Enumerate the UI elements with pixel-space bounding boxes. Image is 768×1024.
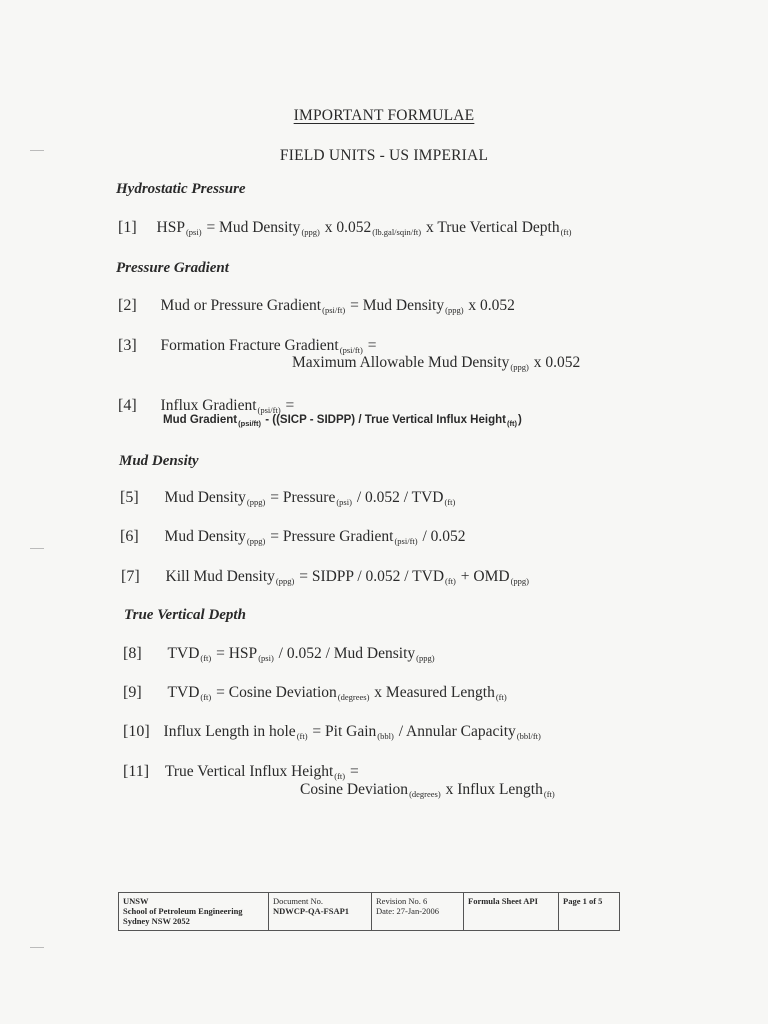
- footer-org-name: UNSW: [123, 896, 149, 906]
- scan-edge-mark: [30, 947, 44, 948]
- footer-page-number: Page 1 of 5: [563, 896, 603, 906]
- formula-5: [5] Mud Density$_{(ppg)}$ = Pressure$_{(psi)}$ / $0.052 / TVD_{(ft)}$: [120, 489, 456, 507]
- formula-11-continued: Cosine Deviation$_{(degrees)}$ x Influx Length$_{(ft)}$: [300, 781, 555, 799]
- formula-3-continued: Maximum Allowable Mud Density$_{(ppg)}$ x 0.052: [292, 354, 581, 372]
- formula-11: [11] True Vertical Influx Height$_{(ft)}$ =: [123, 763, 359, 781]
- formula-8: [8] $TVD_{(ft)} = HSP_{(psi)} / 0.052$ / Mud Density$_{(ppg)}$: [123, 645, 435, 663]
- formula-4: [4] Influx Gradient$_{(psi/ft)}$ =: [118, 397, 295, 415]
- formula-6: [6] Mud Density$_{(ppg)}$ = Pressure Gradient$_{(psi/ft)}$ / 0.052: [120, 528, 466, 546]
- footer-revision-label: Revision No. 6: [376, 896, 428, 906]
- footer-sheet-title: Formula Sheet API: [464, 893, 559, 930]
- formula-7: [7] Kill Mud Density$_{(ppg)}$ = SIDPP / $0.052 / TVD_{(ft)} + OMD_{(ppg)}$: [121, 568, 529, 586]
- formula-9: [9] $TVD_{(ft)} = Cosine$ Deviation$_{(degrees)}$ x Measured Length$_{(ft)}$: [123, 684, 507, 702]
- section-heading-mud-density: Mud Density: [119, 453, 199, 469]
- scan-edge-mark: [30, 548, 44, 549]
- footer-doc-value: NDWCP-QA-FSAP1: [273, 906, 350, 916]
- formula-2: [2] Mud or Pressure Gradient$_{(psi/ft)}$ = Mud Density$_{(ppg)}$ x 0.052: [118, 297, 515, 315]
- formula-10: [10] Influx Length in hole$_{(ft)}$ = Pit Gain$_{(bbl)}$ / Annular Capacity$_{(bbl/ft)}$: [123, 723, 541, 741]
- formula-1: [1] $HSP_{(psi)}$ = Mud Density$_{(ppg)}$ x $0.052_{(lb.gal/sqin/ft)}$ x True Vertical Depth$_{(ft)}$: [118, 219, 572, 237]
- footer-org-school: School of Petroleum Engineering: [123, 906, 243, 916]
- section-heading-gradient: Pressure Gradient: [116, 260, 229, 276]
- footer-revision-date: Date: 27-Jan-2006: [376, 906, 440, 916]
- section-heading-hydrostatic: Hydrostatic Pressure: [116, 181, 246, 197]
- page-subtitle: FIELD UNITS - US IMPERIAL: [279, 147, 489, 164]
- document-footer-table: [118, 892, 620, 931]
- footer-document-number: [269, 893, 372, 930]
- formula-4-continued: Mud Gradient$_{(psi/ft)}$ - ((SICP - SIDPP) / True Vertical Influx Height$_{(ft)}$): [163, 414, 522, 428]
- page-title: IMPORTANT FORMULAE: [293, 107, 475, 124]
- footer-org-address: Sydney NSW 2052: [123, 916, 190, 926]
- formula-3: [3] Formation Fracture Gradient$_{(psi/ft)}$ =: [118, 337, 377, 355]
- footer-doc-label: Document No.: [273, 896, 324, 906]
- section-heading-tvd: True Vertical Depth: [124, 607, 246, 623]
- footer-organization: [119, 893, 269, 930]
- footer-revision: [372, 893, 464, 930]
